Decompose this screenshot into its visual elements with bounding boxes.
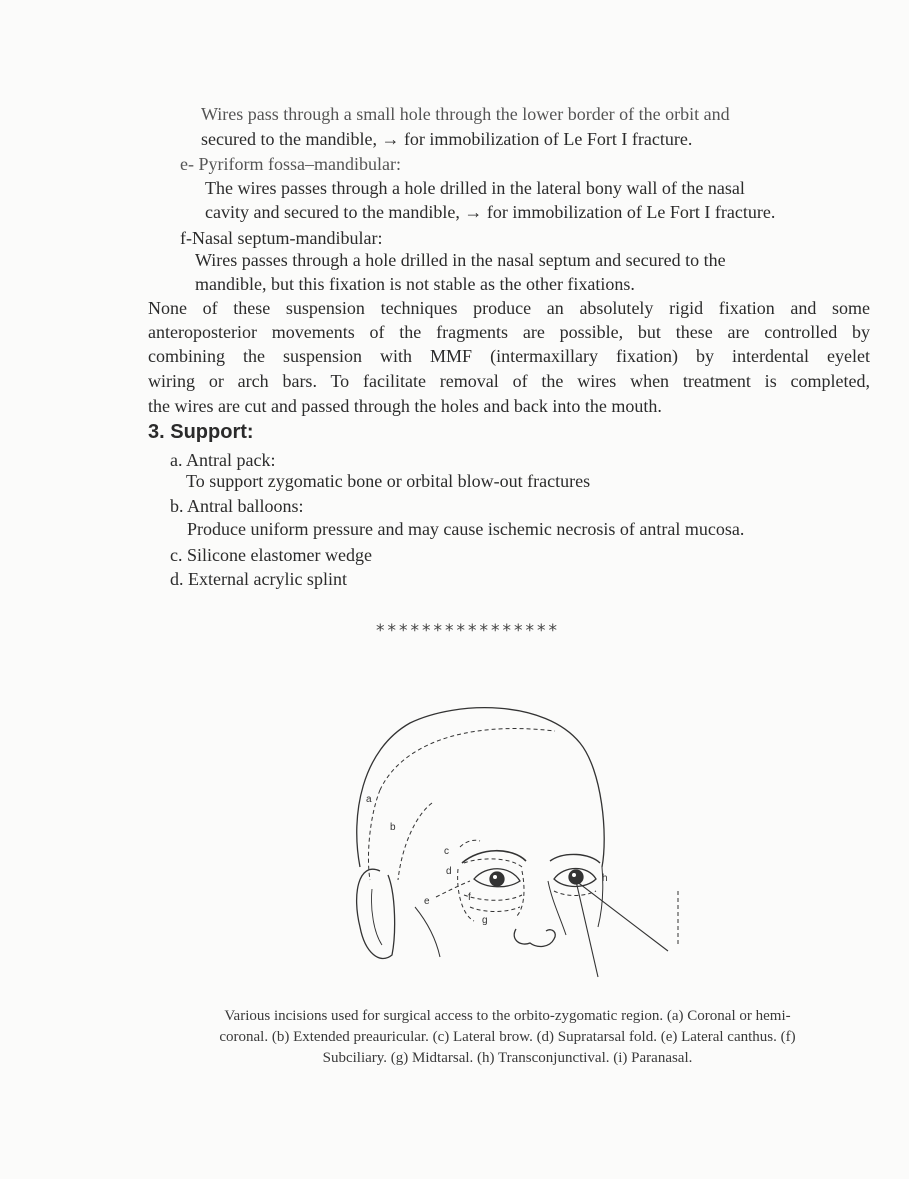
label-b: b: [390, 822, 396, 833]
para-line5: the wires are cut and passed through the holes and back into the mouth.: [148, 396, 662, 416]
section-separator: ****************: [376, 621, 560, 641]
para-line2: anteroposterior movements of the fragments are possible, but these are controlled by: [148, 322, 870, 342]
item-e-line2: cavity and secured to the mandible, → for immobilization of Le Fort I fracture.: [205, 202, 776, 222]
incision-d-supratarsal: [464, 859, 522, 867]
caption-line3: Subciliary. (g) Midtarsal. (h) Transconjunctival. (i) Paranasal.: [322, 1050, 693, 1066]
line-secured: secured to the mandible, → for immobilization of Le Fort I fracture.: [201, 129, 693, 149]
item-f-line2: mandible, but this fixation is not stable as the other fixations.: [195, 274, 635, 294]
support-a-text: To support zygomatic bone or orbital blow-out fractures: [186, 471, 591, 491]
incision-a-coronal: [380, 729, 555, 790]
item-f-line1: Wires passes through a hole drilled in the nasal septum and secured to the: [195, 250, 726, 270]
incision-f-subciliary: [464, 895, 522, 900]
caption-line1: Various incisions used for surgical access to the orbito-zygomatic region. (a) Coronal or hemi-: [224, 1008, 791, 1024]
orbito-zygomatic-incisions-figure: [340, 695, 700, 985]
incision-g-midtarsal: [470, 907, 520, 912]
item-f-heading: f-Nasal septum-mandibular:: [180, 228, 383, 248]
label-g: g: [482, 915, 488, 926]
incision-b-preauricular: [398, 803, 432, 880]
caption-line2: coronal. (b) Extended preauricular. (c) Lateral brow. (d) Supratarsal fold. (e) Lateral canthus. (f): [219, 1029, 796, 1045]
label-e: e: [424, 896, 430, 907]
support-d-label: d. External acrylic splint: [170, 569, 347, 589]
label-c: c: [444, 846, 449, 857]
head-outline: [357, 708, 604, 867]
incision-e-lateral-canthus: [436, 881, 470, 897]
figure-caption: [155, 1006, 860, 1069]
incision-c-lateral-brow: [460, 840, 480, 847]
para-line1: None of these suspension techniques produce an absolutely rigid fixation and some: [148, 298, 870, 318]
para-line4: wiring or arch bars. To facilitate removal of the wires when treatment is completed,: [148, 371, 870, 391]
support-c-label: c. Silicone elastomer wedge: [170, 545, 372, 565]
support-a-label: a. Antral pack:: [170, 450, 276, 470]
support-heading: 3. Support:: [148, 421, 254, 443]
item-e-line1: The wires passes through a hole drilled in the lateral bony wall of the nasal: [205, 178, 745, 198]
ear-outline: [357, 869, 395, 958]
support-b-label: b. Antral balloons:: [170, 496, 304, 516]
label-f: f: [468, 892, 471, 903]
support-b-text: Produce uniform pressure and may cause ischemic necrosis of antral mucosa.: [187, 519, 745, 539]
nose: [514, 929, 555, 946]
item-e-heading: e- Pyriform fossa–mandibular:: [180, 154, 401, 174]
label-d: d: [446, 866, 452, 877]
line-wires-pass: Wires pass through a small hole through the lower border of the orbit and: [201, 104, 730, 124]
para-line3: combining the suspension with MMF (intermaxillary fixation) by interdental eyelet: [148, 346, 870, 366]
label-h: h: [602, 873, 608, 884]
label-a: a: [366, 794, 372, 805]
